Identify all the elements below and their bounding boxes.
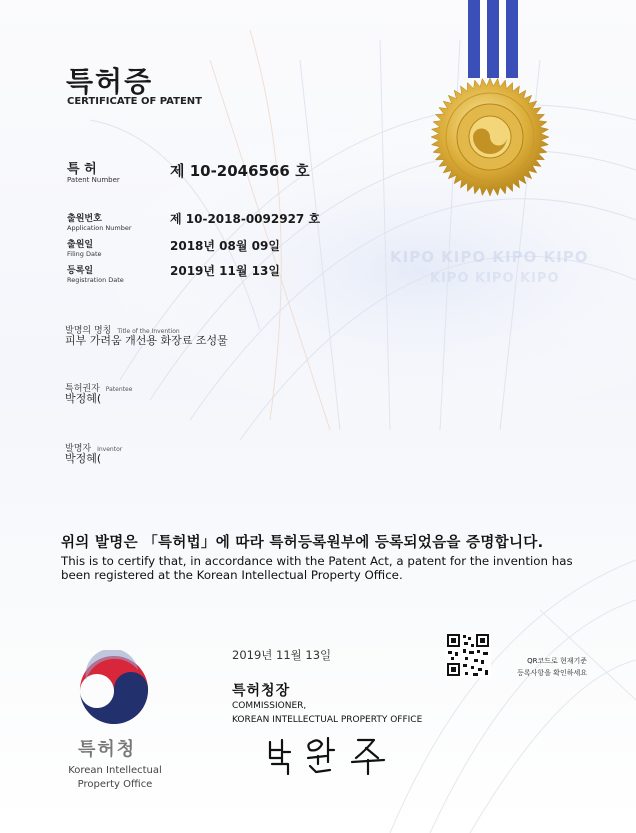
- certification-text-ko: 위의 발명은 「특허법」에 따라 특허등록원부에 등록되었음을 증명합니다.: [61, 535, 544, 551]
- application-number-value: 제 10-2018-0092927 호: [170, 212, 321, 226]
- patent-number-value: 제 10-2046566 호: [170, 162, 310, 180]
- invention-title-label: 발명의 명칭: [65, 326, 112, 336]
- certificate-subtitle: CERTIFICATE OF PATENT: [67, 96, 202, 107]
- kipo-logo-icon: [72, 650, 156, 730]
- filing-date-label: 출원일: [67, 240, 94, 250]
- inventor-label: 발명자: [65, 444, 92, 454]
- commissioner-title-ko: 특허청장: [232, 683, 291, 699]
- invention-title-label-en: Title of the Invention: [117, 328, 180, 335]
- patent-number-label-en: Patent Number: [67, 176, 120, 184]
- patentee-value: 박정혜(: [65, 392, 102, 405]
- registration-date-label: 등록일: [67, 266, 94, 276]
- application-number-label: 출원번호: [67, 214, 102, 224]
- qr-caption-line-1: QR코드로 현재기준: [527, 657, 587, 665]
- registration-date-label-en: Registration Date: [67, 276, 124, 284]
- patentee-label: 특허권자: [65, 384, 100, 394]
- svg-text:KIPO KIPO KIPO: KIPO KIPO KIPO: [430, 271, 560, 286]
- office-title-en: KOREAN INTELLECTUAL PROPERTY OFFICE: [232, 715, 423, 725]
- inventor-label-en: Inventor: [97, 446, 123, 453]
- commissioner-title-en: COMMISSIONER,: [232, 701, 307, 711]
- invention-title-value: 피부 가려움 개선용 화장료 조성물: [65, 334, 228, 347]
- office-name-en: Korean Intellectual Property Office: [68, 765, 162, 790]
- filing-date-label-en: Filing Date: [67, 250, 102, 258]
- application-number-label-en: Application Number: [67, 224, 132, 232]
- commissioner-signature: [262, 732, 402, 776]
- patentee-label-en: Patentee: [105, 386, 133, 393]
- inventor-value: 박정혜(: [65, 452, 102, 465]
- qr-caption: [472, 655, 587, 679]
- issue-date: 2019년 11월 13일: [232, 648, 332, 662]
- certification-text-en: This is to certify that, in accordance with the Patent Act, a patent for the invention has been registered at the Korean Intellectual Property Office.: [61, 554, 573, 582]
- filing-date-value: 2018년 08월 09일: [170, 239, 280, 253]
- office-name-ko: 특허청: [78, 739, 137, 760]
- patent-number-label: 특 허: [67, 162, 97, 177]
- qr-caption-line-2: 등록사항을 확인하세요: [517, 669, 587, 677]
- registration-date-value: 2019년 11월 13일: [170, 264, 280, 278]
- svg-text:KIPO KIPO KIPO KIPO: KIPO KIPO KIPO KIPO: [390, 248, 589, 266]
- certificate-title: 특허증: [66, 65, 154, 98]
- gold-seal-icon: [425, 0, 575, 200]
